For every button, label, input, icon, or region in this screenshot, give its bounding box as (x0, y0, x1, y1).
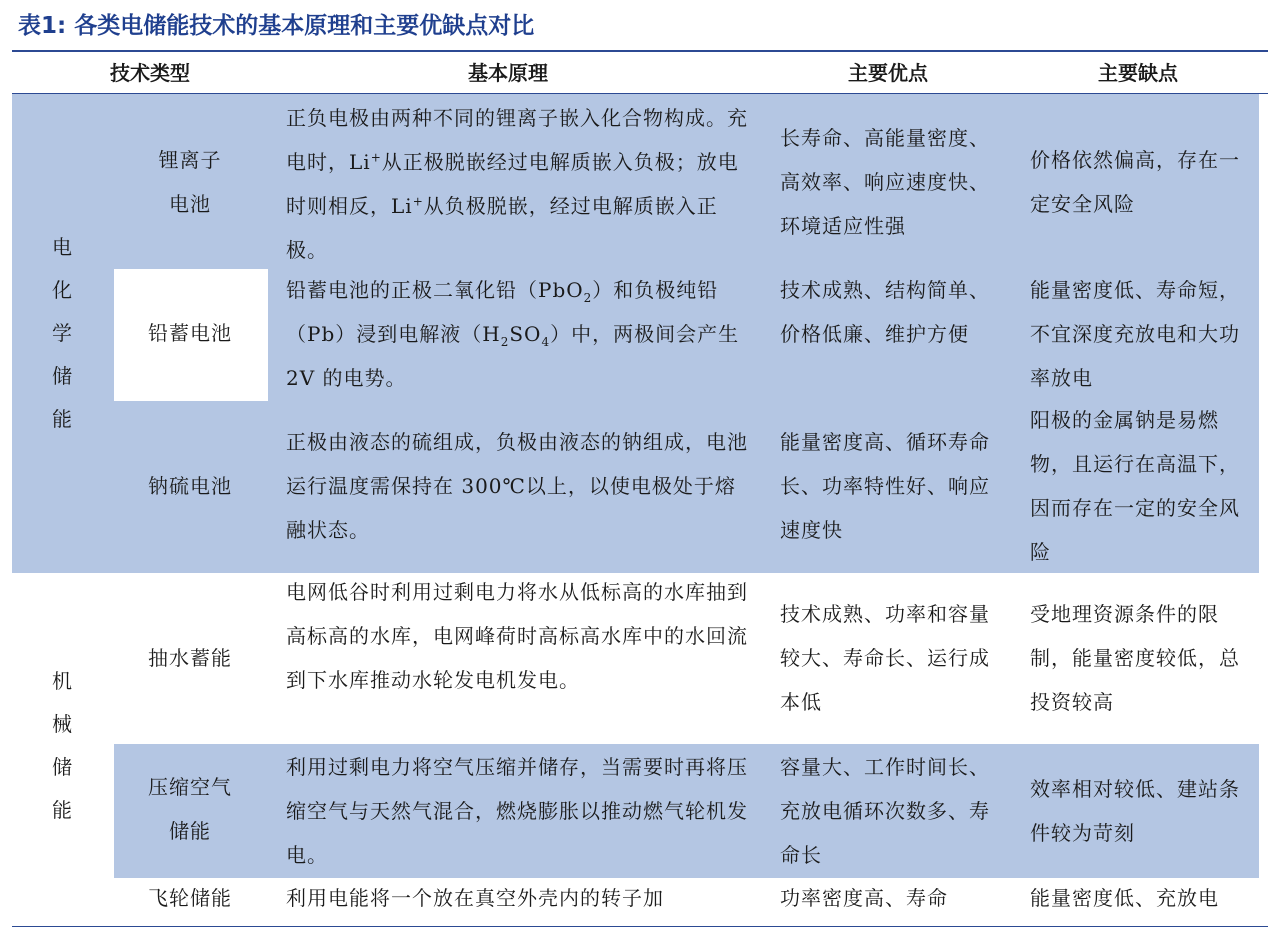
row-1-cons: 价格依然偏高，存在一定安全风险 (1030, 148, 1240, 216)
row-1-type: 锂离子 电池 (158, 148, 222, 216)
header-principle: 基本原理 (468, 61, 548, 85)
header-type: 技术类型 (110, 61, 190, 85)
bottom-rule (12, 926, 1268, 927)
row-1-pros: 长寿命、高能量密度、高效率、响应速度快、环境适应性强 (780, 126, 990, 238)
row-3-type: 钠硫电池 (148, 474, 232, 498)
row-5-type: 压缩空气 储能 (148, 775, 232, 843)
row-1-principle: 正负电极由两种不同的锂离子嵌入化合物构成。充电时，Li+从正极脱嵌经过电解质嵌入负极；放电时则相反，Li+从负极脱嵌，经过电解质嵌入正极。 (286, 106, 748, 262)
row-3-principle: 正极由液态的硫组成，负极由液态的钠组成，电池运行温度需保持在 300℃以上，以使电极处于熔融状态。 (286, 430, 748, 542)
row-3-pros: 能量密度高、循环寿命长、功率特性好、响应速度快 (780, 430, 990, 542)
row-2-principle: 铅蓄电池的正极二氧化铅（PbO$_2$）和负极纯铅（Pb）浸到电解液$(H_2SO_4)$中，两极间会产生 2V 的电势。 (286, 278, 740, 390)
row-4-pros: 技术成熟、功率和容量较大、寿命长、运行成本低 (780, 602, 990, 714)
row-2-type: 铅蓄电池 (148, 321, 232, 345)
row-3-cons: 阳极的金属钠是易燃物，且运行在高温下，因而存在一定的安全风险 (1030, 408, 1240, 564)
row-5-principle: 利用过剩电力将空气压缩并储存，当需要时再将压缩空气与天然气混合，燃烧膨胀以推动燃气轮机发电。 (286, 755, 748, 867)
row-4-principle: 电网低谷时利用过剩电力将水从低标高的水库抽到高标高的水库，电网峰荷时高标高水库中的水回流到下水库推动水轮发电机发电。 (286, 580, 748, 692)
row-5-pros: 容量大、工作时间长、充放电循环次数多、寿命长 (780, 755, 990, 867)
header-pros: 主要优点 (848, 61, 928, 85)
header-cons: 主要缺点 (1098, 61, 1178, 85)
row-6-type: 飞轮储能 (148, 886, 232, 910)
row-6-pros: 功率密度高、寿命 (780, 886, 948, 910)
row-2-cons: 能量密度低、寿命短，不宜深度充放电和大功率放电 (1030, 278, 1240, 390)
top-rule (12, 50, 1268, 52)
row-4-type: 抽水蓄能 (148, 646, 232, 670)
group-label-mechanical: 机 械 储 能 (52, 669, 72, 822)
group-label-electrochemical: 电 化 学 储 能 (52, 235, 72, 431)
row-6-principle: 利用电能将一个放在真空外壳内的转子加 (286, 886, 664, 910)
table-title: 表1: 各类电储能技术的基本原理和主要优缺点对比 (18, 13, 535, 39)
row-6-cons: 能量密度低、充放电 (1030, 886, 1219, 910)
row-2-pros: 技术成熟、结构简单、价格低廉、维护方便 (780, 278, 990, 346)
row-5-cons: 效率相对较低、建站条件较为苛刻 (1030, 777, 1240, 845)
row-4-cons: 受地理资源条件的限制，能量密度较低，总投资较高 (1030, 602, 1240, 714)
